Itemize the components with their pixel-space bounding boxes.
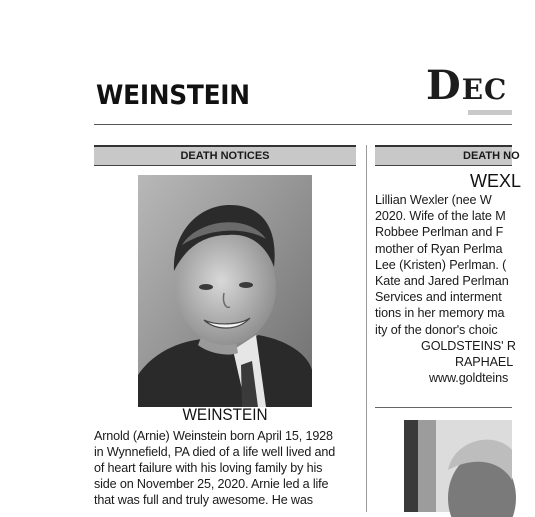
obituary-line: Lillian Wexler (nee W bbox=[375, 193, 492, 207]
death-notices-banner: DEATH NOTICES bbox=[94, 145, 356, 166]
obituary-name: WEINSTEIN bbox=[182, 405, 268, 424]
obituary-line: 2020. Wife of the late M bbox=[375, 209, 506, 224]
section-title: Dec bbox=[426, 62, 508, 109]
obituary-line: side on November 25, 2020. Arnie led a life bbox=[94, 477, 329, 491]
obituary-line: tions in her memory ma bbox=[375, 306, 505, 321]
second-portrait-illustration bbox=[404, 420, 512, 512]
second-obituary-name: WEXL bbox=[470, 171, 522, 191]
obituary-line: that was full and truly awesome. He was bbox=[94, 493, 313, 507]
portrait-illustration bbox=[138, 175, 312, 407]
title-underline bbox=[468, 110, 512, 115]
obituary-photo bbox=[138, 175, 312, 407]
header-rule bbox=[94, 124, 512, 125]
obituary-line: in Wynnefield, PA died of a life well lived and bbox=[94, 445, 336, 459]
funeral-home-location: RAPHAEL bbox=[455, 355, 514, 370]
second-obituary-text bbox=[375, 192, 535, 386]
obituary-line: Services and interment bbox=[375, 290, 502, 305]
death-notices-banner-right: DEATH NO bbox=[375, 145, 512, 166]
obituary-line: Kate and Jared Perlman bbox=[375, 274, 509, 289]
obituary-line: ity of the donor's choic bbox=[375, 322, 498, 337]
obituary-line: of heart failure with his loving family by his bbox=[94, 461, 323, 475]
obituary-line: Robbee Perlman and F bbox=[375, 225, 504, 240]
page-name-heading: WEINSTEIN bbox=[96, 80, 250, 111]
funeral-home-website: www.goldteins bbox=[429, 371, 509, 386]
obituary-line: Arnold (Arnie) Weinstein born April 15, 1928 bbox=[94, 429, 333, 443]
funeral-home-name: GOLDSTEINS' R bbox=[421, 338, 516, 353]
obituary-text bbox=[94, 428, 356, 508]
obituary-line: Lee (Kristen) Perlman. ( bbox=[375, 257, 507, 272]
second-obituary-photo bbox=[404, 420, 512, 512]
notice-separator bbox=[375, 407, 512, 408]
column-divider bbox=[366, 145, 367, 512]
obituary-line: mother of Ryan Perlma bbox=[375, 241, 503, 256]
